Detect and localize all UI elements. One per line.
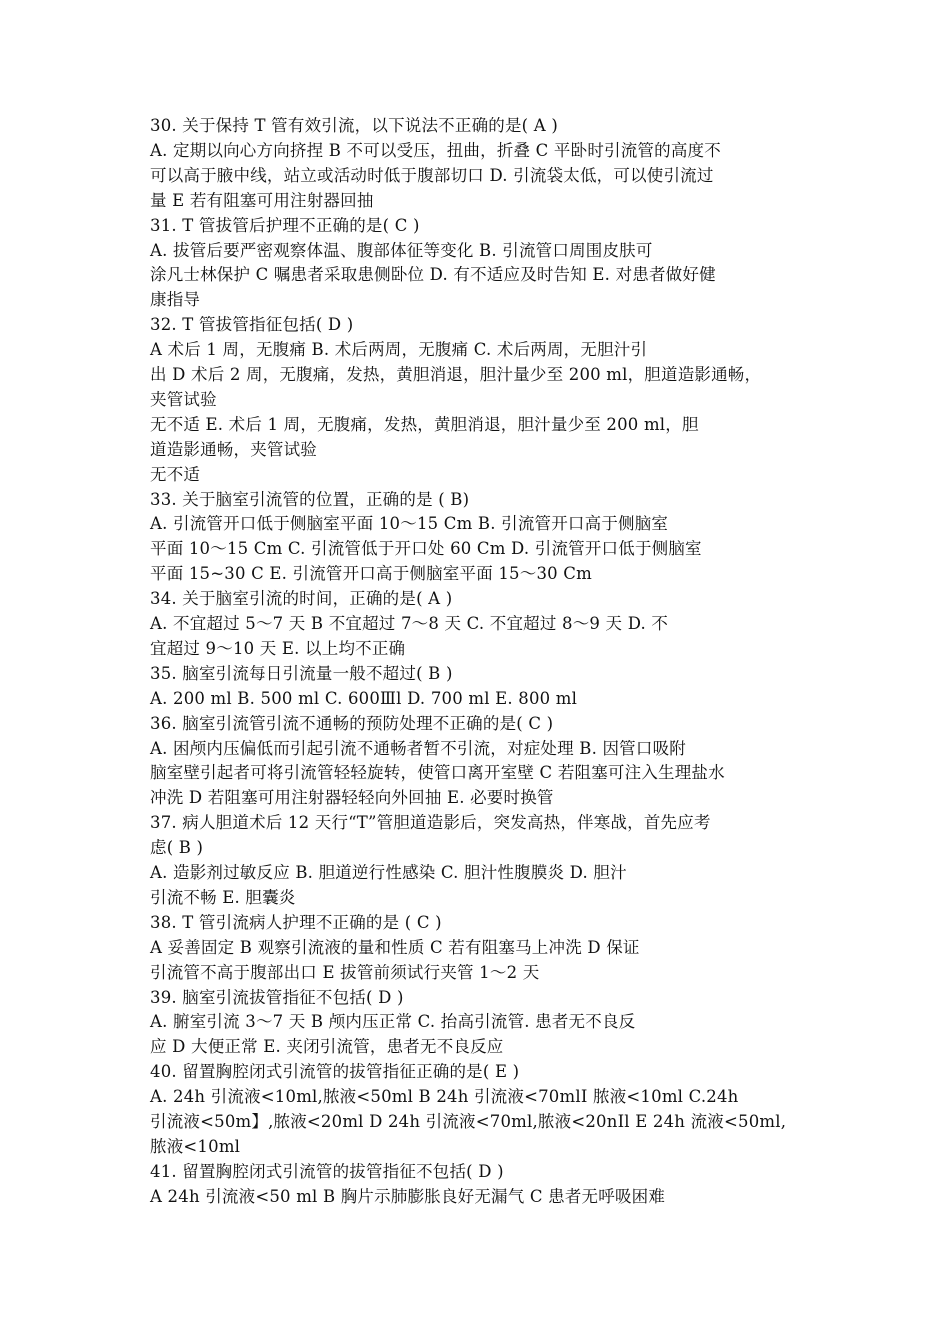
text-line: 出 D 术后 2 周，无腹痛，发热，黄胆消退，胆汁量少至 200 ml，胆道造影通畅， — [150, 365, 762, 384]
text-line: A. 定期以向心方向挤捏 B 不可以受压，扭曲，折叠 C 平卧时引流管的高度不 — [150, 141, 721, 160]
text-line: 35. 脑室引流每日引流量一般不超过( B ) — [150, 664, 453, 683]
text-line: 宜超过 9～10 天 E. 以上均不正确 — [150, 639, 406, 658]
text-line: 无不适 E. 术后 1 周，无腹痛，发热，黄胆消退，胆汁量少至 200 ml，胆 — [150, 415, 699, 434]
text-line: A. 引流管开口低于侧脑室平面 10～15 Cm B. 引流管开口高于侧脑室 — [150, 514, 669, 533]
text-line: 脑室壁引起者可将引流管轻轻旋转，使管口离开室壁 C 若阻塞可注入生理盐水 — [150, 763, 725, 782]
text-line: A 术后 1 周，无腹痛 B. 术后两周，无腹痛 C. 术后两周，无胆汁引 — [150, 340, 648, 359]
text-line: 无不适 — [150, 465, 201, 484]
text-line: A. 困颅内压偏低而引起引流不通畅者暂不引流，对症处理 B. 因管口吸附 — [150, 739, 686, 758]
text-line: 36. 脑室引流管引流不通畅的预防处理不正确的是( C ) — [150, 714, 554, 733]
text-line: 夹管试验 — [150, 390, 217, 409]
text-line: 可以高于腋中线，站立或活动时低于腹部切口 D. 引流袋太低，可以使引流过 — [150, 166, 714, 185]
text-line: 39. 脑室引流拔管指征不包括( D ) — [150, 988, 404, 1007]
text-line: 冲洗 D 若阻塞可用注射器轻轻向外回抽 E. 必要时换管 — [150, 788, 554, 807]
text-line: 34. 关于脑室引流的时间，正确的是( A ) — [150, 589, 453, 608]
text-line: 38. T 管引流病人护理不正确的是 ( C ) — [150, 913, 442, 932]
text-line: 涂凡士林保护 C 嘱患者采取患侧卧位 D. 有不适应及时告知 E. 对患者做好健 — [150, 265, 716, 284]
text-line: 33. 关于脑室引流管的位置，正确的是 ( B) — [150, 490, 470, 509]
text-line: A 妥善固定 B 观察引流液的量和性质 C 若有阻塞马上冲洗 D 保证 — [150, 938, 640, 957]
text-line: 引流管不高于腹部出口 E 拔管前须试行夹管 1～2 天 — [150, 963, 540, 982]
text-line: A. 24h 引流液<10ml,脓液<50ml B 24h 引流液<70mlI 脓液<10ml C.24h — [150, 1087, 739, 1106]
text-line: 引流不畅 E. 胆囊炎 — [150, 888, 296, 907]
text-line: A. 200 ml B. 500 ml C. 600Ⅲl D. 700 ml E. 800 ml — [150, 689, 578, 708]
text-line: A. 拔管后要严密观察体温、腹部体征等变化 B. 引流管口周围皮肤可 — [150, 241, 653, 260]
text-line: 虑( B ) — [150, 838, 204, 857]
text-line: A. 造影剂过敏反应 B. 胆道逆行性感染 C. 胆汁性腹膜炎 D. 胆汁 — [150, 863, 627, 882]
text-line: 32. T 管拔管指征包括( D ) — [150, 315, 354, 334]
text-line: 量 E 若有阻塞可用注射器回抽 — [150, 191, 374, 210]
text-line: 30. 关于保持 T 管有效引流，以下说法不正确的是( A ) — [150, 116, 558, 135]
text-line: 康指导 — [150, 290, 201, 309]
text-line: A. 不宜超过 5～7 天 B 不宜超过 7～8 天 C. 不宜超过 8～9 天 D. 不 — [150, 614, 669, 633]
text-line: 平面 15~30 C E. 引流管开口高于侧脑室平面 15～30 Cm — [150, 564, 592, 583]
text-line: 应 D 大便正常 E. 夹闭引流管，患者无不良反应 — [150, 1037, 504, 1056]
text-line: 脓液<10ml — [150, 1137, 241, 1156]
text-line: 40. 留置胸腔闭式引流管的拔管指征正确的是( E ) — [150, 1062, 520, 1081]
text-line: 41. 留置胸腔闭式引流管的拔管指征不包括( D ) — [150, 1162, 504, 1181]
text-line: 31. T 管拔管后护理不正确的是( C ) — [150, 216, 420, 235]
text-line: A. 腑室引流 3～7 天 B 颅内压正常 C. 抬高引流管. 患者无不良反 — [150, 1012, 636, 1031]
text-line: 37. 病人胆道术后 12 天行“T”管胆道造影后，突发高热，伴寒战，首先应考 — [150, 813, 711, 832]
text-line: 道造影通畅，夹管试验 — [150, 440, 317, 459]
text-line: A 24h 引流液<50 ml B 胸片示肺膨胀良好无漏气 C 患者无呼吸困难 — [150, 1187, 666, 1206]
text-line: 引流液<50m】,脓液<20ml D 24h 引流液<70ml,脓液<20nIl E 24h 流液<50ml, — [150, 1112, 787, 1131]
text-line: 平面 10～15 Cm C. 引流管低于开口处 60 Cm D. 引流管开口低于侧脑室 — [150, 539, 702, 558]
